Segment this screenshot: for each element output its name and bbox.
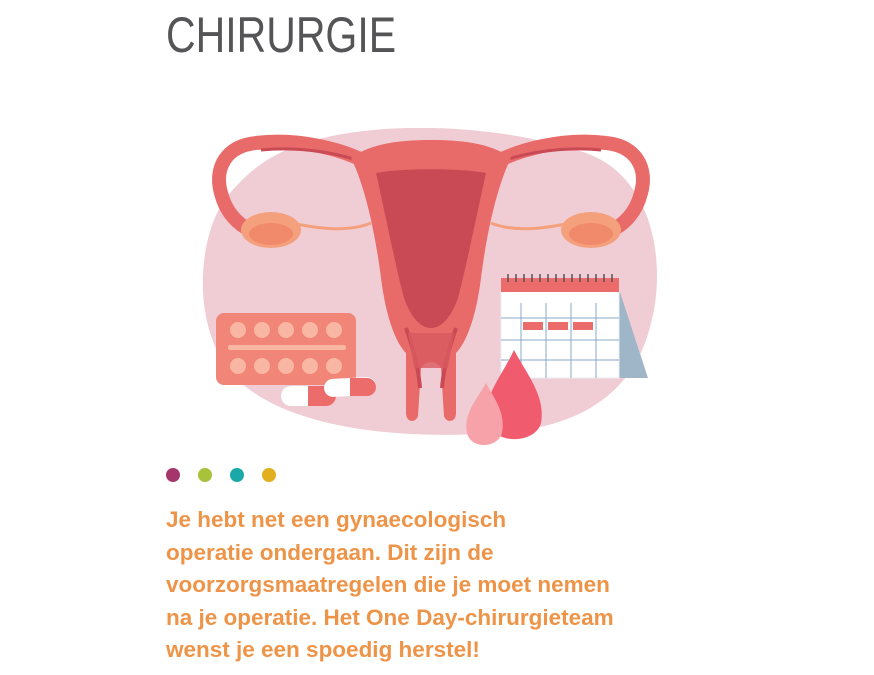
capsule-2: [324, 377, 377, 398]
dot-yellow: [262, 468, 276, 482]
message-line: wenst je een spoedig herstel!: [166, 637, 480, 662]
color-dots: [166, 468, 276, 482]
intro-message: [166, 504, 806, 667]
message-line: Je hebt net een gynaecologisch: [166, 507, 507, 532]
message-line: voorzorgsmaatregelen die je moet nemen: [166, 572, 610, 597]
message-line: na je operatie. Het One Day-chirurgieteam: [166, 604, 614, 630]
message-line: operatie ondergaan. Dit zijn de: [166, 539, 494, 565]
uterus-illustration-icon: [196, 128, 666, 458]
dot-green: [198, 468, 212, 482]
page-title: CHIRURGIE: [166, 7, 397, 63]
dot-purple: [166, 468, 180, 482]
dot-teal: [230, 468, 244, 482]
